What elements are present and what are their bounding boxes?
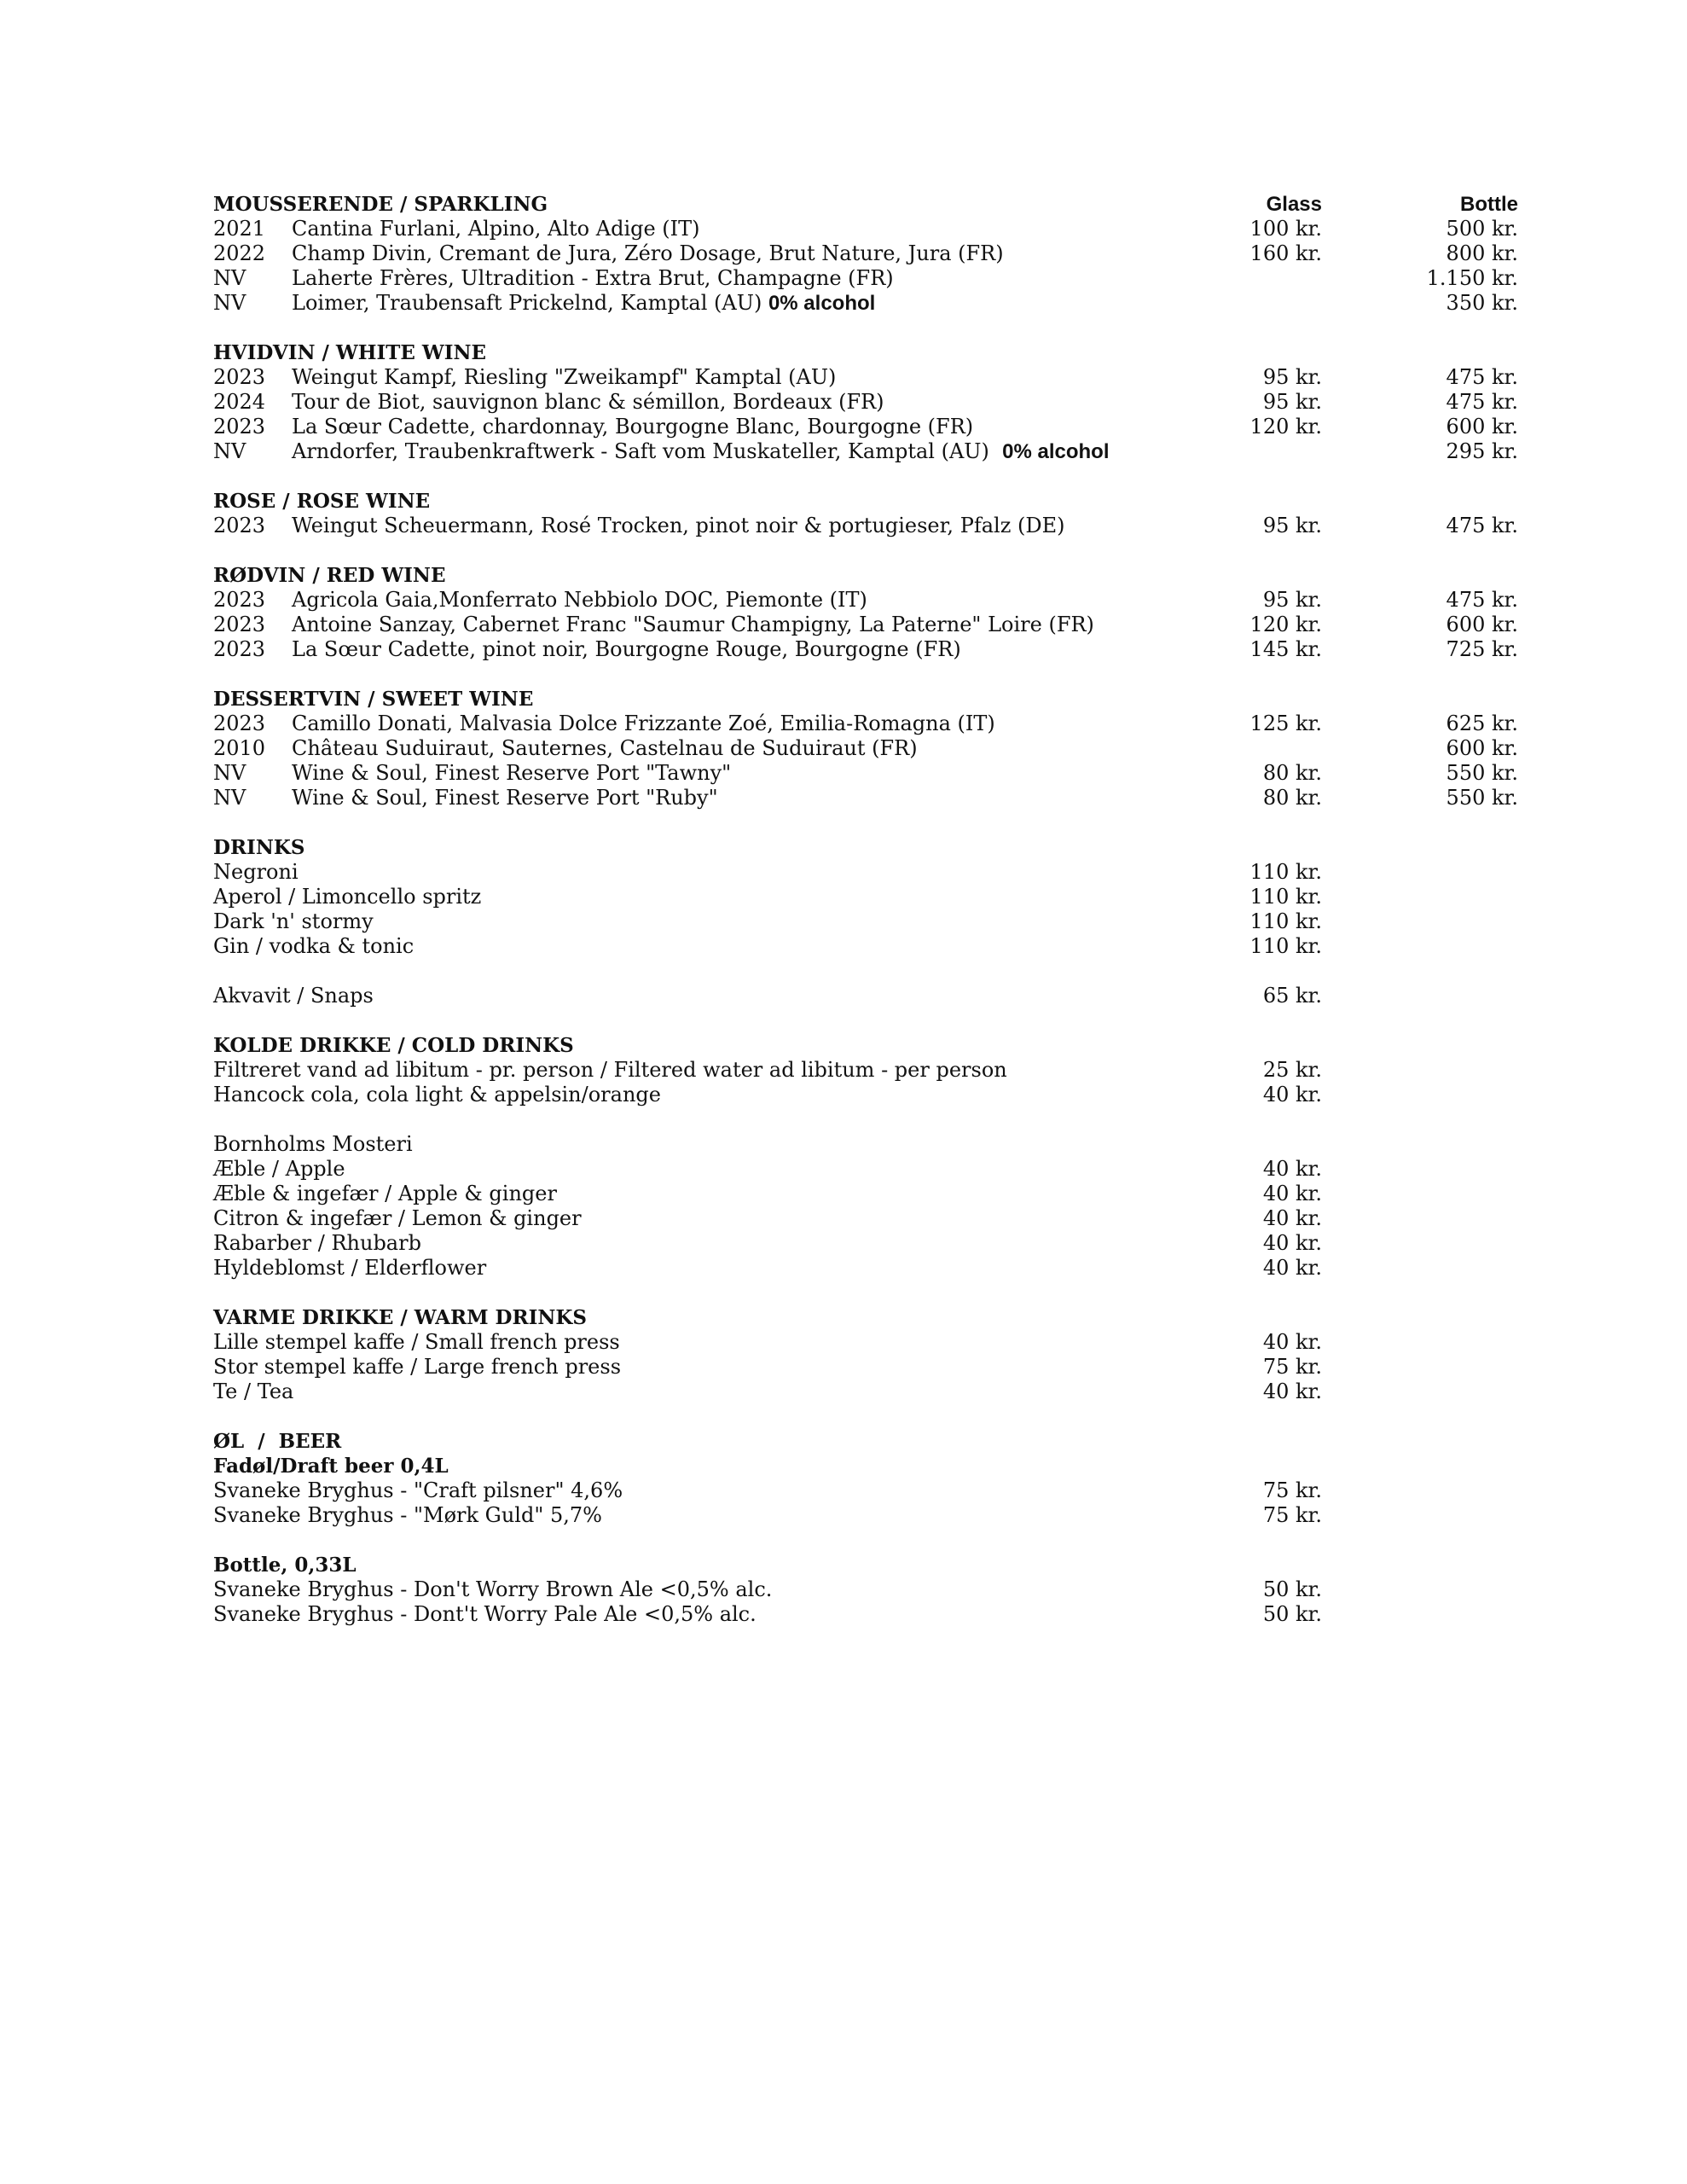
spacer	[213, 662, 1518, 687]
drink-row	[213, 1355, 1518, 1380]
drink-price: 65 kr.	[1262, 984, 1322, 1008]
drink-row	[213, 934, 1518, 959]
glass-price: 80 kr.	[1262, 761, 1322, 785]
wine-row	[213, 266, 1518, 291]
section-heading: KOLDE DRIKKE / COLD DRINKS	[213, 1034, 574, 1057]
glass-price: 160 kr.	[1249, 241, 1322, 265]
wine-row	[213, 291, 1518, 316]
wine-name: La Sœur Cadette, pinot noir, Bourgogne Rouge, Bourgogne (FR)	[292, 637, 961, 661]
section-heading: HVIDVIN / WHITE WINE	[213, 341, 487, 364]
vintage: 2023	[213, 637, 266, 661]
section-heading: DRINKS	[213, 836, 305, 859]
drink-name: Svaneke Bryghus - Don't Worry Brown Ale <0,5% alc.	[213, 1577, 773, 1601]
bottle-price: 625 kr.	[1446, 712, 1518, 735]
drink-price: 50 kr.	[1262, 1602, 1322, 1626]
drink-price: 110 kr.	[1249, 885, 1322, 909]
section-header-red	[213, 563, 1518, 588]
wine-row	[213, 712, 1518, 736]
vintage: 2023	[213, 365, 266, 389]
drink-price: 40 kr.	[1262, 1206, 1322, 1230]
drink-price: 75 kr.	[1262, 1503, 1322, 1527]
glass-price: 95 kr.	[1262, 390, 1322, 414]
section-header-cold	[213, 1033, 1518, 1058]
drink-name: Hancock cola, cola light & appelsin/orange	[213, 1083, 661, 1107]
wine-name: Cantina Furlani, Alpino, Alto Adige (IT)	[292, 217, 700, 241]
vintage: 2023	[213, 514, 266, 537]
spacer	[213, 538, 1518, 563]
bottle-price: 475 kr.	[1446, 390, 1518, 414]
drink-name: Svaneke Bryghus - Dont't Worry Pale Ale <0,5% alc.	[213, 1602, 757, 1626]
section-heading: ROSE / ROSE WINE	[213, 490, 431, 513]
drink-row	[213, 909, 1518, 934]
drink-row	[213, 984, 1518, 1008]
spacer	[213, 1281, 1518, 1305]
subheading-row	[213, 1132, 1518, 1157]
drink-row	[213, 1478, 1518, 1503]
vintage: NV	[213, 786, 246, 810]
wine-row	[213, 588, 1518, 613]
alcohol-free-flag: 0% alcohol	[768, 292, 876, 315]
glass-price: 100 kr.	[1249, 217, 1322, 241]
drink-price: 40 kr.	[1262, 1157, 1322, 1181]
wine-row	[213, 241, 1518, 266]
alcohol-free-flag: 0% alcohol	[1002, 440, 1110, 463]
section-heading: ØL / BEER	[213, 1430, 342, 1453]
section-heading: MOUSSERENDE / SPARKLING	[213, 193, 548, 216]
bottle-price: 475 kr.	[1446, 365, 1518, 389]
drink-row	[213, 1231, 1518, 1256]
drink-row	[213, 1157, 1518, 1182]
wine-name: Champ Divin, Cremant de Jura, Zéro Dosage, Brut Nature, Jura (FR)	[292, 241, 1004, 265]
glass-price: 125 kr.	[1249, 712, 1322, 735]
vintage: 2023	[213, 588, 266, 612]
vintage: 2024	[213, 390, 266, 414]
drink-price: 40 kr.	[1262, 1380, 1322, 1403]
drinks-menu	[213, 192, 1518, 1627]
wine-row	[213, 365, 1518, 390]
drink-row	[213, 1256, 1518, 1281]
wine-name-with-flag	[292, 439, 1110, 464]
vintage: NV	[213, 291, 246, 315]
spacer	[213, 464, 1518, 489]
draft-beer-subheading: Fadøl/Draft beer 0,4L	[213, 1455, 449, 1478]
wine-row	[213, 439, 1518, 464]
wine-row	[213, 786, 1518, 810]
vintage: 2023	[213, 712, 266, 735]
drink-row	[213, 885, 1518, 909]
wine-row	[213, 415, 1518, 439]
bottle-price: 500 kr.	[1446, 217, 1518, 241]
spacer	[213, 1107, 1518, 1132]
drink-row	[213, 1330, 1518, 1355]
drink-row	[213, 1602, 1518, 1627]
spacer	[213, 1404, 1518, 1429]
glass-price: 80 kr.	[1262, 786, 1322, 810]
drink-name: Negroni	[213, 860, 299, 884]
subheading-row	[213, 1553, 1518, 1577]
drink-name: Filtreret vand ad libitum - pr. person / Filtered water ad libitum - per person	[213, 1058, 1007, 1082]
wine-row	[213, 761, 1518, 786]
drink-name: Akvavit / Snaps	[213, 984, 374, 1008]
drink-row	[213, 1206, 1518, 1231]
drink-price: 110 kr.	[1249, 934, 1322, 958]
spacer	[213, 1528, 1518, 1553]
drink-price: 75 kr.	[1262, 1478, 1322, 1502]
drink-price: 40 kr.	[1262, 1231, 1322, 1255]
wine-name: Laherte Frères, Ultradition - Extra Brut, Champagne (FR)	[292, 266, 894, 290]
wine-row	[213, 637, 1518, 662]
bottle-price: 475 kr.	[1446, 514, 1518, 537]
section-header-beer	[213, 1429, 1518, 1454]
wine-name: Agricola Gaia,Monferrato Nebbiolo DOC, Piemonte (IT)	[292, 588, 867, 612]
drink-row	[213, 1380, 1518, 1404]
wine-name: Tour de Biot, sauvignon blanc & sémillon, Bordeaux (FR)	[292, 390, 884, 414]
spacer	[213, 316, 1518, 340]
subheading-row	[213, 1454, 1518, 1478]
section-header-white	[213, 340, 1518, 365]
drink-price: 50 kr.	[1262, 1577, 1322, 1601]
drink-name: Hyldeblomst / Elderflower	[213, 1256, 487, 1280]
drink-name: Æble & ingefær / Apple & ginger	[213, 1182, 557, 1205]
drink-price: 75 kr.	[1262, 1355, 1322, 1379]
section-heading: VARME DRIKKE / WARM DRINKS	[213, 1306, 587, 1329]
glass-price: 145 kr.	[1249, 637, 1322, 661]
bottle-price: 295 kr.	[1446, 439, 1518, 463]
glass-price: 95 kr.	[1262, 514, 1322, 537]
drink-price: 40 kr.	[1262, 1256, 1322, 1280]
glass-price: 95 kr.	[1262, 588, 1322, 612]
wine-name: Weingut Kampf, Riesling "Zweikampf" Kamptal (AU)	[292, 365, 837, 389]
spacer	[213, 959, 1518, 984]
wine-row	[213, 613, 1518, 637]
drink-row	[213, 1058, 1518, 1083]
drink-name: Æble / Apple	[213, 1157, 345, 1181]
drink-name: Rabarber / Rhubarb	[213, 1231, 421, 1255]
wine-row	[213, 390, 1518, 415]
section-header-rose	[213, 489, 1518, 514]
wine-name: Weingut Scheuermann, Rosé Trocken, pinot noir & portugieser, Pfalz (DE)	[292, 514, 1065, 537]
drink-price: 110 kr.	[1249, 860, 1322, 884]
vintage: 2010	[213, 736, 266, 760]
vintage: NV	[213, 439, 246, 463]
section-header-sweet	[213, 687, 1518, 712]
drink-price: 40 kr.	[1262, 1330, 1322, 1354]
bottle-price: 1.150 kr.	[1426, 266, 1518, 290]
wine-row	[213, 736, 1518, 761]
wine-name: Loimer, Traubensaft Prickelnd, Kamptal (AU)	[292, 291, 762, 315]
drink-name: Svaneke Bryghus - "Mørk Guld" 5,7%	[213, 1503, 602, 1527]
producer-subheading: Bornholms Mosteri	[213, 1132, 413, 1156]
bottle-price: 350 kr.	[1446, 291, 1518, 315]
vintage: 2023	[213, 613, 266, 636]
drink-name: Citron & ingefær / Lemon & ginger	[213, 1206, 582, 1230]
section-header-drinks	[213, 835, 1518, 860]
drink-name: Stor stempel kaffe / Large french press	[213, 1355, 622, 1379]
drink-name: Lille stempel kaffe / Small french press	[213, 1330, 620, 1354]
glass-column-header: Glass	[1266, 193, 1322, 216]
bottle-price: 600 kr.	[1446, 736, 1518, 760]
drink-name: Aperol / Limoncello spritz	[213, 885, 482, 909]
section-header-warm	[213, 1305, 1518, 1330]
wine-name: Camillo Donati, Malvasia Dolce Frizzante Zoé, Emilia-Romagna (IT)	[292, 712, 995, 735]
drink-name: Te / Tea	[213, 1380, 294, 1403]
section-heading: RØDVIN / RED WINE	[213, 564, 446, 587]
bottle-price: 475 kr.	[1446, 588, 1518, 612]
wine-name: Antoine Sanzay, Cabernet Franc "Saumur Champigny, La Paterne" Loire (FR)	[292, 613, 1094, 636]
wine-name: Wine & Soul, Finest Reserve Port "Tawny"	[292, 761, 732, 785]
drink-price: 110 kr.	[1249, 909, 1322, 933]
vintage: 2022	[213, 241, 266, 265]
drink-name: Dark 'n' stormy	[213, 909, 374, 933]
drink-name: Gin / vodka & tonic	[213, 934, 415, 958]
wine-name: Château Suduiraut, Sauternes, Castelnau de Suduiraut (FR)	[292, 736, 918, 760]
drink-row	[213, 1083, 1518, 1107]
drink-name: Svaneke Bryghus - "Craft pilsner" 4,6%	[213, 1478, 623, 1502]
bottle-price: 550 kr.	[1446, 761, 1518, 785]
drink-row	[213, 1182, 1518, 1206]
wine-row	[213, 217, 1518, 241]
bottle-price: 725 kr.	[1446, 637, 1518, 661]
vintage: 2021	[213, 217, 266, 241]
glass-price: 120 kr.	[1249, 415, 1322, 439]
bottle-price: 800 kr.	[1446, 241, 1518, 265]
vintage: 2023	[213, 415, 266, 439]
section-header-sparkling	[213, 192, 1518, 217]
section-heading: DESSERTVIN / SWEET WINE	[213, 688, 534, 711]
glass-price: 95 kr.	[1262, 365, 1322, 389]
bottle-price: 600 kr.	[1446, 613, 1518, 636]
drink-price: 25 kr.	[1262, 1058, 1322, 1082]
drink-price: 40 kr.	[1262, 1182, 1322, 1205]
wine-name: Wine & Soul, Finest Reserve Port "Ruby"	[292, 786, 718, 810]
bottle-column-header: Bottle	[1460, 193, 1518, 216]
bottle-price: 550 kr.	[1446, 786, 1518, 810]
spacer	[213, 810, 1518, 835]
drink-row	[213, 860, 1518, 885]
wine-name: Arndorfer, Traubenkraftwerk - Saft vom Muskateller, Kamptal (AU)	[292, 439, 989, 463]
wine-row	[213, 514, 1518, 538]
drink-price: 40 kr.	[1262, 1083, 1322, 1107]
vintage: NV	[213, 761, 246, 785]
drink-row	[213, 1503, 1518, 1528]
wine-name-with-flag	[292, 291, 875, 316]
glass-price: 120 kr.	[1249, 613, 1322, 636]
bottle-price: 600 kr.	[1446, 415, 1518, 439]
wine-name: La Sœur Cadette, chardonnay, Bourgogne Blanc, Bourgogne (FR)	[292, 415, 974, 439]
drink-row	[213, 1577, 1518, 1602]
vintage: NV	[213, 266, 246, 290]
spacer	[213, 1008, 1518, 1033]
bottle-beer-subheading: Bottle, 0,33L	[213, 1554, 357, 1577]
